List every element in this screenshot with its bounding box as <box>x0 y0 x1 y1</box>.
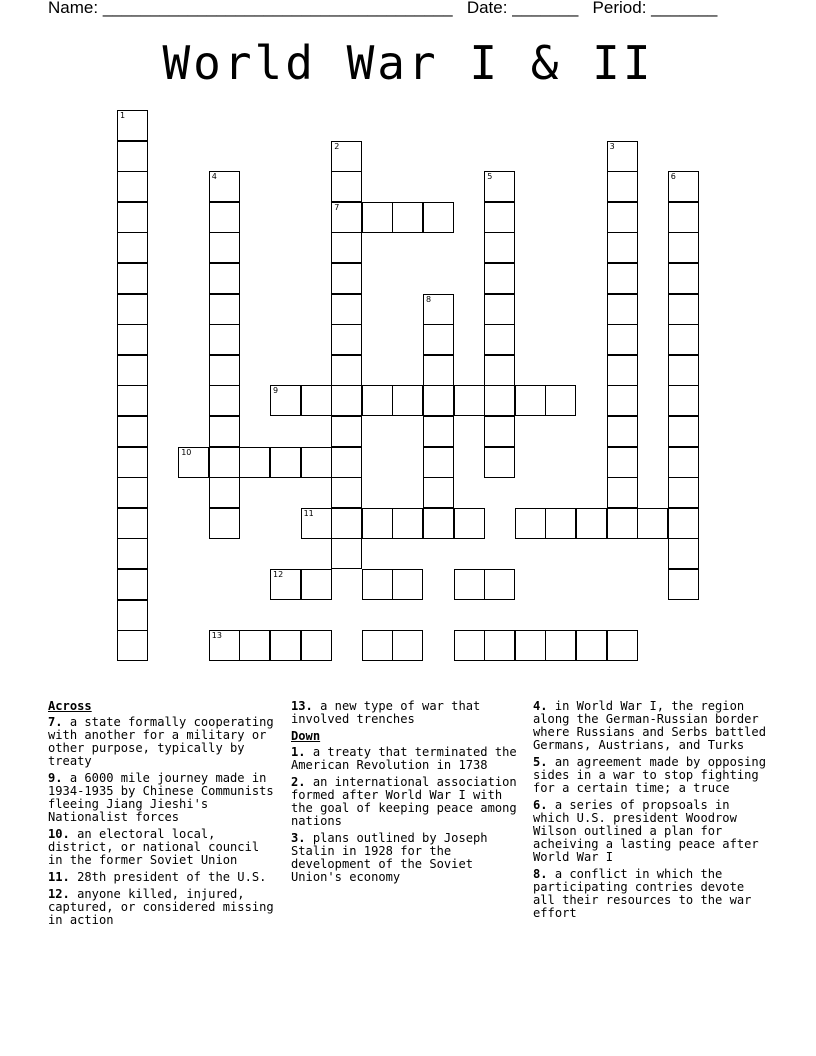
grid-cell[interactable] <box>178 447 209 478</box>
down-clue-3: 3. plans outlined by Joseph Stalin in 1928 for the development of the Soviet Union's economy <box>291 831 488 884</box>
grid-cell[interactable] <box>607 355 638 386</box>
grid-cell[interactable] <box>301 385 332 416</box>
grid-cell[interactable] <box>301 447 332 478</box>
grid-cell[interactable] <box>668 355 699 386</box>
grid-cell[interactable] <box>270 385 301 416</box>
grid-cell[interactable] <box>668 294 699 325</box>
clue-number: 11 <box>303 508 314 518</box>
grid-cell[interactable] <box>270 630 301 661</box>
clue-number: 7 <box>334 202 340 212</box>
grid-cell[interactable] <box>239 447 270 478</box>
grid-cell[interactable] <box>239 630 270 661</box>
grid-cell[interactable] <box>515 385 546 416</box>
grid-cell[interactable] <box>209 477 240 508</box>
grid-cell[interactable] <box>668 569 699 600</box>
grid-cell[interactable] <box>270 569 301 600</box>
grid-cell[interactable] <box>331 508 362 539</box>
name-blank[interactable]: _____________________________________ <box>102 0 453 17</box>
grid-cell[interactable] <box>484 263 515 294</box>
grid-cell[interactable] <box>392 385 423 416</box>
grid-cell[interactable] <box>331 141 362 172</box>
grid-cell[interactable] <box>607 202 638 233</box>
across-clue-13: 13. a new type of war that involved trenches <box>291 699 481 726</box>
grid-cell[interactable] <box>117 202 148 233</box>
grid-cell[interactable] <box>331 447 362 478</box>
grid-cell[interactable] <box>331 263 362 294</box>
across-clue-10: 10. an electoral local, district, or national council in the former Soviet Union <box>48 827 260 867</box>
grid-cell[interactable] <box>117 508 148 539</box>
grid-cell[interactable] <box>607 630 638 661</box>
period-label: Period: <box>592 0 647 17</box>
grid-cell[interactable] <box>117 385 148 416</box>
clues-column-3 <box>533 700 771 924</box>
grid-cell[interactable] <box>454 385 485 416</box>
grid-cell[interactable] <box>362 630 393 661</box>
grid-cell[interactable] <box>515 630 546 661</box>
clue-number: 13 <box>211 631 222 641</box>
grid-cell[interactable] <box>209 232 240 263</box>
grid-cell[interactable] <box>392 508 423 539</box>
grid-cell[interactable] <box>117 324 148 355</box>
grid-cell[interactable] <box>607 447 638 478</box>
grid-cell[interactable] <box>668 477 699 508</box>
clue-number: 3 <box>609 141 615 151</box>
grid-cell[interactable] <box>607 477 638 508</box>
across-clue-12: 12. anyone killed, injured, captured, or considered missing in action <box>48 887 274 927</box>
grid-cell[interactable] <box>454 508 485 539</box>
grid-cell[interactable] <box>484 294 515 325</box>
clues-column-2 <box>291 700 523 888</box>
grid-cell[interactable] <box>362 569 393 600</box>
grid-cell[interactable] <box>423 385 454 416</box>
across-clue-11: 11. 28th president of the U.S. <box>48 870 267 884</box>
grid-cell[interactable] <box>576 508 607 539</box>
grid-cell[interactable] <box>607 385 638 416</box>
grid-cell[interactable] <box>545 508 576 539</box>
grid-cell[interactable] <box>484 569 515 600</box>
clue-number: 12 <box>273 570 284 579</box>
down-clue-2: 2. an international association formed after World War I with the goal of keeping peace among nations <box>291 775 517 828</box>
page-title: World War I & II <box>162 36 654 90</box>
grid-cell[interactable] <box>209 447 240 478</box>
grid-cell[interactable] <box>607 508 638 539</box>
grid-cell[interactable] <box>117 630 148 661</box>
grid-cell[interactable] <box>117 263 148 294</box>
grid-cell[interactable] <box>423 416 454 447</box>
grid-cell[interactable] <box>668 202 699 233</box>
grid-cell[interactable] <box>545 630 576 661</box>
grid-cell[interactable] <box>576 630 607 661</box>
grid-cell[interactable] <box>392 630 423 661</box>
grid-cell[interactable] <box>209 416 240 447</box>
grid-cell[interactable] <box>331 416 362 447</box>
grid-cell[interactable] <box>454 630 485 661</box>
grid-cell[interactable] <box>607 171 638 202</box>
grid-cell[interactable] <box>392 202 423 233</box>
grid-cell[interactable] <box>423 324 454 355</box>
grid-cell[interactable] <box>209 324 240 355</box>
clue-number: 10 <box>181 447 192 457</box>
grid-cell[interactable] <box>668 385 699 416</box>
grid-cell[interactable] <box>117 171 148 202</box>
clue-number: 6 <box>670 172 676 182</box>
grid-cell[interactable] <box>423 447 454 478</box>
down-heading: Down <box>291 729 321 743</box>
grid-cell[interactable] <box>607 141 638 172</box>
grid-cell[interactable] <box>331 324 362 355</box>
grid-cell[interactable] <box>331 294 362 325</box>
grid-cell[interactable] <box>668 538 699 569</box>
grid-cell[interactable] <box>117 110 148 141</box>
grid-cell[interactable] <box>331 538 362 569</box>
grid-cell[interactable] <box>423 477 454 508</box>
grid-cell[interactable] <box>301 630 332 661</box>
grid-cell[interactable] <box>331 385 362 416</box>
down-clue-4: 4. in World War I, the region along the German-Russian border where Russians and Serbs battled Germans, Austrians, and Turks <box>533 699 766 752</box>
grid-cell[interactable] <box>362 508 393 539</box>
grid-cell[interactable] <box>117 355 148 386</box>
clue-number: 9 <box>273 386 279 396</box>
grid-cell[interactable] <box>209 171 240 202</box>
grid-cell[interactable] <box>117 569 148 600</box>
grid-cell[interactable] <box>362 385 393 416</box>
down-clue-5: 5. an agreement made by opposing sides in a war to stop fighting for a certain time; a truce <box>533 755 766 795</box>
grid-cell[interactable] <box>668 508 699 539</box>
grid-cell[interactable] <box>423 294 454 325</box>
grid-cell[interactable] <box>607 324 638 355</box>
clue-number: 5 <box>487 172 493 182</box>
down-clue-1: 1. a treaty that terminated the American Revolution in 1738 <box>291 745 517 772</box>
down-clue-8: 8. a conflict in which the participating contries devote all their resources to the war effort <box>533 867 752 920</box>
date-blank[interactable]: _______ <box>512 0 579 17</box>
period-blank[interactable]: _______ <box>651 0 718 17</box>
grid-cell[interactable] <box>484 202 515 233</box>
grid-cell[interactable] <box>423 202 454 233</box>
grid-cell[interactable] <box>607 416 638 447</box>
grid-cell[interactable] <box>515 508 546 539</box>
grid-cell[interactable] <box>607 263 638 294</box>
grid-cell[interactable] <box>331 232 362 263</box>
grid-cell[interactable] <box>209 263 240 294</box>
grid-cell[interactable] <box>362 202 393 233</box>
grid-cell[interactable] <box>117 416 148 447</box>
grid-cell[interactable] <box>668 324 699 355</box>
grid-cell[interactable] <box>117 447 148 478</box>
across-clue-7: 7. a state formally cooperating with another for a military or other purpose, typically by treaty <box>48 715 274 768</box>
grid-cell[interactable] <box>484 630 515 661</box>
grid-cell[interactable] <box>392 569 423 600</box>
grid-cell[interactable] <box>607 232 638 263</box>
grid-cell[interactable] <box>454 569 485 600</box>
grid-cell[interactable] <box>484 416 515 447</box>
grid-cell[interactable] <box>331 477 362 508</box>
grid-cell[interactable] <box>484 447 515 478</box>
grid-cell[interactable] <box>668 447 699 478</box>
clues-column-1 <box>48 700 280 931</box>
grid-cell[interactable] <box>331 202 362 233</box>
grid-cell[interactable] <box>484 324 515 355</box>
grid-cell[interactable] <box>209 294 240 325</box>
down-clue-6: 6. a series of propsoals in which U.S. president Woodrow Wilson outlined a plan for acheiving a lasting peace after World War I <box>533 798 759 864</box>
grid-cell[interactable] <box>209 385 240 416</box>
grid-cell[interactable] <box>209 508 240 539</box>
grid-cell[interactable] <box>668 263 699 294</box>
grid-cell[interactable] <box>484 232 515 263</box>
grid-cell[interactable] <box>301 508 332 539</box>
grid-cell[interactable] <box>607 294 638 325</box>
across-clue-9: 9. a 6000 mile journey made in 1934-1935 by Chinese Communists fleeing Jiang Jieshi's Nationalist forces <box>48 771 274 824</box>
name-label: Name: <box>48 0 99 17</box>
grid-cell[interactable] <box>484 385 515 416</box>
grid-cell[interactable] <box>331 355 362 386</box>
grid-cell[interactable] <box>668 232 699 263</box>
across-heading: Across <box>48 699 92 713</box>
grid-cell[interactable] <box>117 232 148 263</box>
clue-number: 4 <box>211 172 217 182</box>
grid-cell[interactable] <box>423 355 454 386</box>
grid-cell[interactable] <box>423 508 454 539</box>
date-label: Date: <box>466 0 508 17</box>
grid-cell[interactable] <box>209 202 240 233</box>
clue-number: 2 <box>334 141 340 151</box>
grid-cell[interactable] <box>545 385 576 416</box>
grid-cell[interactable] <box>484 171 515 202</box>
grid-cell[interactable] <box>117 141 148 172</box>
grid-cell[interactable] <box>117 538 148 569</box>
clue-number: 1 <box>120 111 126 120</box>
grid-cell[interactable] <box>331 171 362 202</box>
grid-cell[interactable] <box>209 355 240 386</box>
grid-cell[interactable] <box>668 171 699 202</box>
grid-cell[interactable] <box>117 600 148 631</box>
grid-cell[interactable] <box>117 294 148 325</box>
grid-cell[interactable] <box>637 508 668 539</box>
clue-number: 8 <box>426 294 432 304</box>
grid-cell[interactable] <box>209 630 240 661</box>
grid-cell[interactable] <box>484 355 515 386</box>
grid-cell[interactable] <box>270 447 301 478</box>
grid-cell[interactable] <box>668 416 699 447</box>
grid-cell[interactable] <box>117 477 148 508</box>
grid-cell[interactable] <box>301 569 332 600</box>
